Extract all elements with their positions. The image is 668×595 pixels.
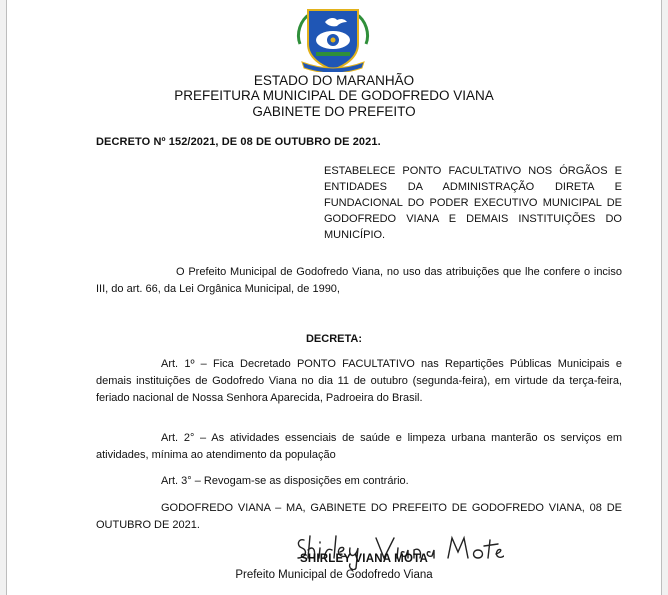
municipal-seal-icon [292, 4, 374, 72]
decree-ementa: ESTABELECE PONTO FACULTATIVO NOS ÓRGÃOS E ENTIDADES DA ADMINISTRAÇÃO DIRETA E FUNDACIONAL DO PODER EXECUTIVO MUNICIPAL DE GODOFREDO VIANA E DEMAIS INSTITUIÇÕES DO MUNICÍPIO. [324, 165, 622, 241]
decree-preamble: O Prefeito Municipal de Godofredo Viana, no uso das atribuições que lhe confere o inciso III, do art. 66, da Lei Orgânica Municipal, de 1990, [96, 266, 622, 295]
header-state: ESTADO DO MARANHÃO [253, 73, 415, 88]
header-prefecture: PREFEITURA MUNICIPAL DE GODOFREDO VIANA [174, 88, 494, 103]
decreta-heading: DECRETA: [305, 333, 362, 345]
article-3: Art. 3° – Revogam-se as disposições em contrário. [161, 475, 409, 487]
article-2: Art. 2° – As atividades essenciais de saúde e limpeza urbana manterão os serviços em atividades, mínima ao atendimento da população [96, 432, 622, 461]
article-1: Art. 1º – Fica Decretado PONTO FACULTATIVO nas Repartições Públicas Municipais e demais instituições de Godofredo Viana no dia 11 de outubro (segunda-feira), em virtude da terça-feira, feriado nacional de Nossa Senhora Aparecida, Padroeira do Brasil. [96, 358, 622, 404]
signatory-name: SHIRLEY VIANA MOTA [300, 553, 428, 565]
closing-place-date: GODOFREDO VIANA – MA, GABINETE DO PREFEITO DE GODOFREDO VIANA, 08 DE OUTUBRO DE 2021. [96, 502, 622, 531]
header-cabinet: GABINETE DO PREFEITO [252, 104, 416, 119]
decree-title: DECRETO Nº 152/2021, DE 08 DE OUTUBRO DE 2021. [96, 136, 381, 148]
signatory-role: Prefeito Municipal de Godofredo Viana [235, 569, 433, 581]
